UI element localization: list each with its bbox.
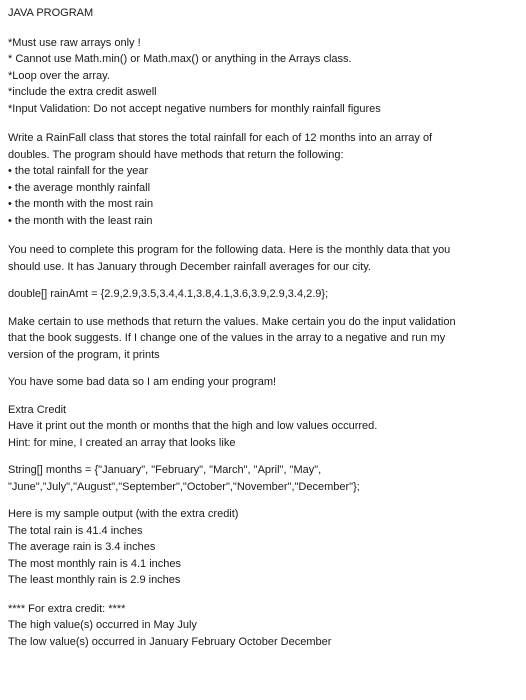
requirement-item: *Input Validation: Do not accept negative numbers for monthly rainfall figures <box>8 102 381 115</box>
data-intro-line: You need to complete this program for the following data. Here is the monthly data that you <box>8 244 451 256</box>
bad-data-message: You have some bad data so I am ending your program! <box>8 376 277 388</box>
sample-output-line: The total rain is 41.4 inches <box>8 524 143 537</box>
bullet-item: • the month with the most rain <box>8 198 154 210</box>
intro-paragraph <box>8 130 518 163</box>
requirements-list <box>8 35 518 118</box>
extra-credit-heading: Extra Credit <box>8 403 67 416</box>
sample-output-line: Here is my sample output (with the extra credit) <box>8 508 239 520</box>
sample-output-line: The least monthly rain is 2.9 inches <box>8 574 181 586</box>
bullet-item: • the month with the least rain <box>8 214 153 227</box>
sample-output <box>8 506 518 589</box>
extra-output-line: The low value(s) occurred in January February October December <box>8 635 332 648</box>
data-intro-line: should use. It has January through December rainfall averages for our city. <box>8 260 371 273</box>
intro-line: doubles. The program should have methods that return the following: <box>8 148 344 161</box>
intro-line: Write a RainFall class that stores the total rainfall for each of 12 months into an array of <box>8 132 433 144</box>
extra-credit-output <box>8 601 518 651</box>
months-array-line: String[] months = {"January", "February", "March", "April", "May", <box>8 464 322 476</box>
validation-line: version of the program, it prints <box>8 348 160 361</box>
validation-paragraph <box>8 314 518 364</box>
extra-credit-line: Hint: for mine, I created an array that looks like <box>8 436 236 449</box>
requirement-item: *Loop over the array. <box>8 69 110 82</box>
method-bullet-list <box>8 163 518 229</box>
extra-output-line: **** For extra credit: **** <box>8 602 126 615</box>
requirement-item: *include the extra credit aswell <box>8 86 157 98</box>
sample-output-line: The most monthly rain is 4.1 inches <box>8 557 182 570</box>
months-array-line: "June","July","August","September","October","November","December"}; <box>8 480 360 493</box>
requirement-item: * Cannot use Math.min() or Math.max() or anything in the Arrays class. <box>8 53 352 65</box>
data-intro-paragraph <box>8 242 518 275</box>
extra-credit-section <box>8 402 518 452</box>
validation-line: Make certain to use methods that return the values. Make certain you do the input validation <box>8 315 456 328</box>
validation-line: that the book suggests. If I change one of the values in the array to a negative and run my <box>8 332 446 344</box>
extra-output-line: The high value(s) occurred in May July <box>8 619 197 631</box>
months-array-code <box>8 462 518 495</box>
bullet-item: • the average monthly rainfall <box>8 181 151 194</box>
page-title: JAVA PROGRAM <box>8 7 94 19</box>
extra-credit-line: Have it print out the month or months that the high and low values occurred. <box>8 420 378 432</box>
rain-array-code: double[] rainAmt = {2.9,2.9,3.5,3.4,4.1,3.8,4.1,3.6,3.9,2.9,3.4,2.9}; <box>8 288 329 300</box>
requirement-item: *Must use raw arrays only ! <box>8 36 141 49</box>
bullet-item: • the total rainfall for the year <box>8 165 149 177</box>
sample-output-line: The average rain is 3.4 inches <box>8 541 156 553</box>
